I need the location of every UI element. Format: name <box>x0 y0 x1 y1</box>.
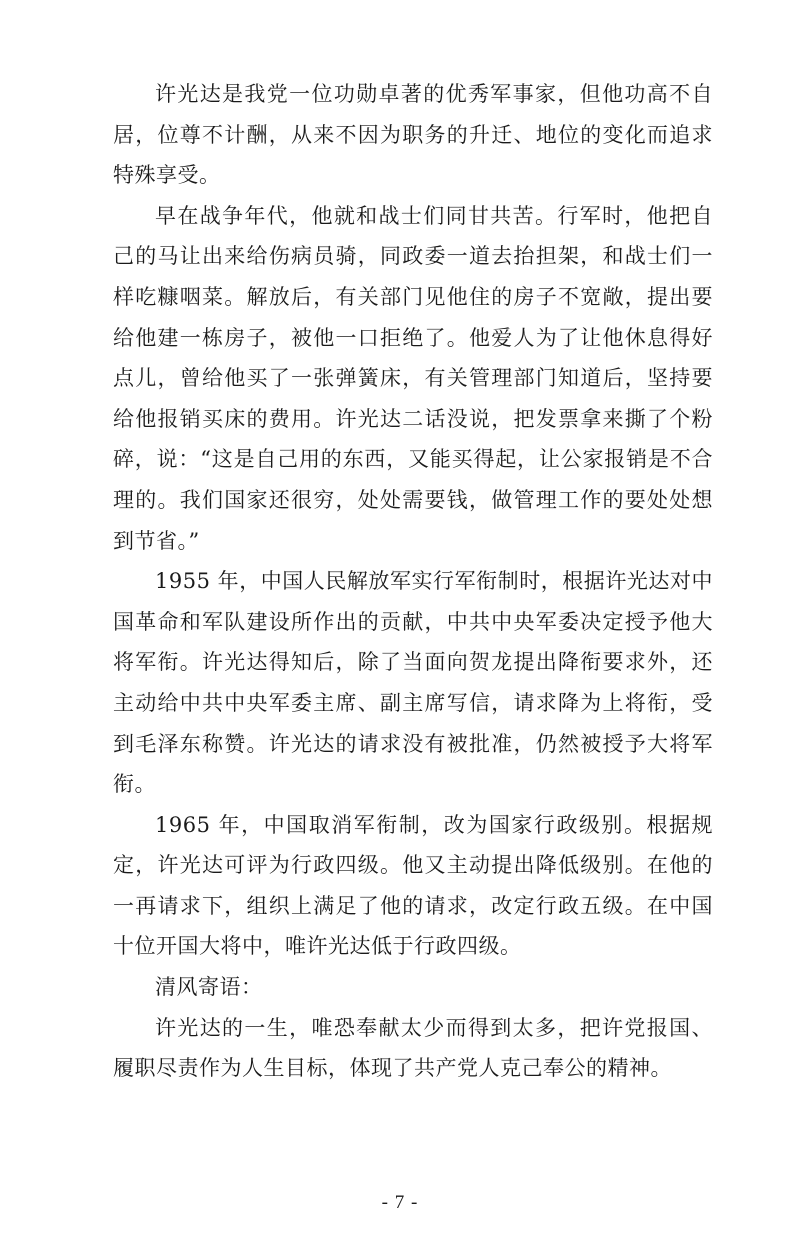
paragraph-1955: 1955 年，中国人民解放军实行军衔制时，根据许光达对中国革命和军队建设所作出的贡献，中共中央军委决定授予他大将军衔。许光达得知后，除了当面向贺龙提出降衔要求外，还主动给中共中央军委主席、副主席写信，请求降为上将衔，受到毛泽东称赞。许光达的请求没有被批准，仍然被授予大将军衔。 <box>113 569 713 797</box>
paragraph-intro: 许光达是我党一位功勋卓著的优秀军事家，但他功高不自居，位尊不计酬，从来不因为职务的升迁、地位的变化而追求特殊享受。 <box>113 82 713 188</box>
paragraph-1965: 1965 年，中国取消军衔制，改为国家行政级别。根据规定，许光达可评为行政四级。他又主动提出降低级别。在他的一再请求下，组织上满足了他的请求，改定行政五级。在中国十位开国大将中，唯许光达低于行政四级。 <box>113 812 713 959</box>
body-text <box>113 74 713 1089</box>
paragraph-conclusion: 许光达的一生，唯恐奉献太少而得到太多，把许党报国、履职尽责作为人生目标，体现了共产党人克己奉公的精神。 <box>113 1015 713 1081</box>
page-number: - 7 - <box>381 1192 419 1213</box>
section-heading-message: 清风寄语： <box>155 975 263 1000</box>
paragraph-war-years: 早在战争年代，他就和战士们同甘共苦。行军时，他把自己的马让出来给伤病员骑，同政委一道去抬担架，和战士们一样吃糠咽菜。解放后，有关部门见他住的房子不宽敞，提出要给他建一栋房子，被他一口拒绝了。他爱人为了让他休息得好点儿，曾给他买了一张弹簧床，有关管理部门知道后，坚持要给他报销买床的费用。许光达二话没说，把发票拿来撕了个粉碎，说：“这是自己用的东西，又能买得起，让公家报销是不合理的。我们国家还很穷，处处需要钱，做管理工作的要处处想到节省。” <box>113 203 713 553</box>
